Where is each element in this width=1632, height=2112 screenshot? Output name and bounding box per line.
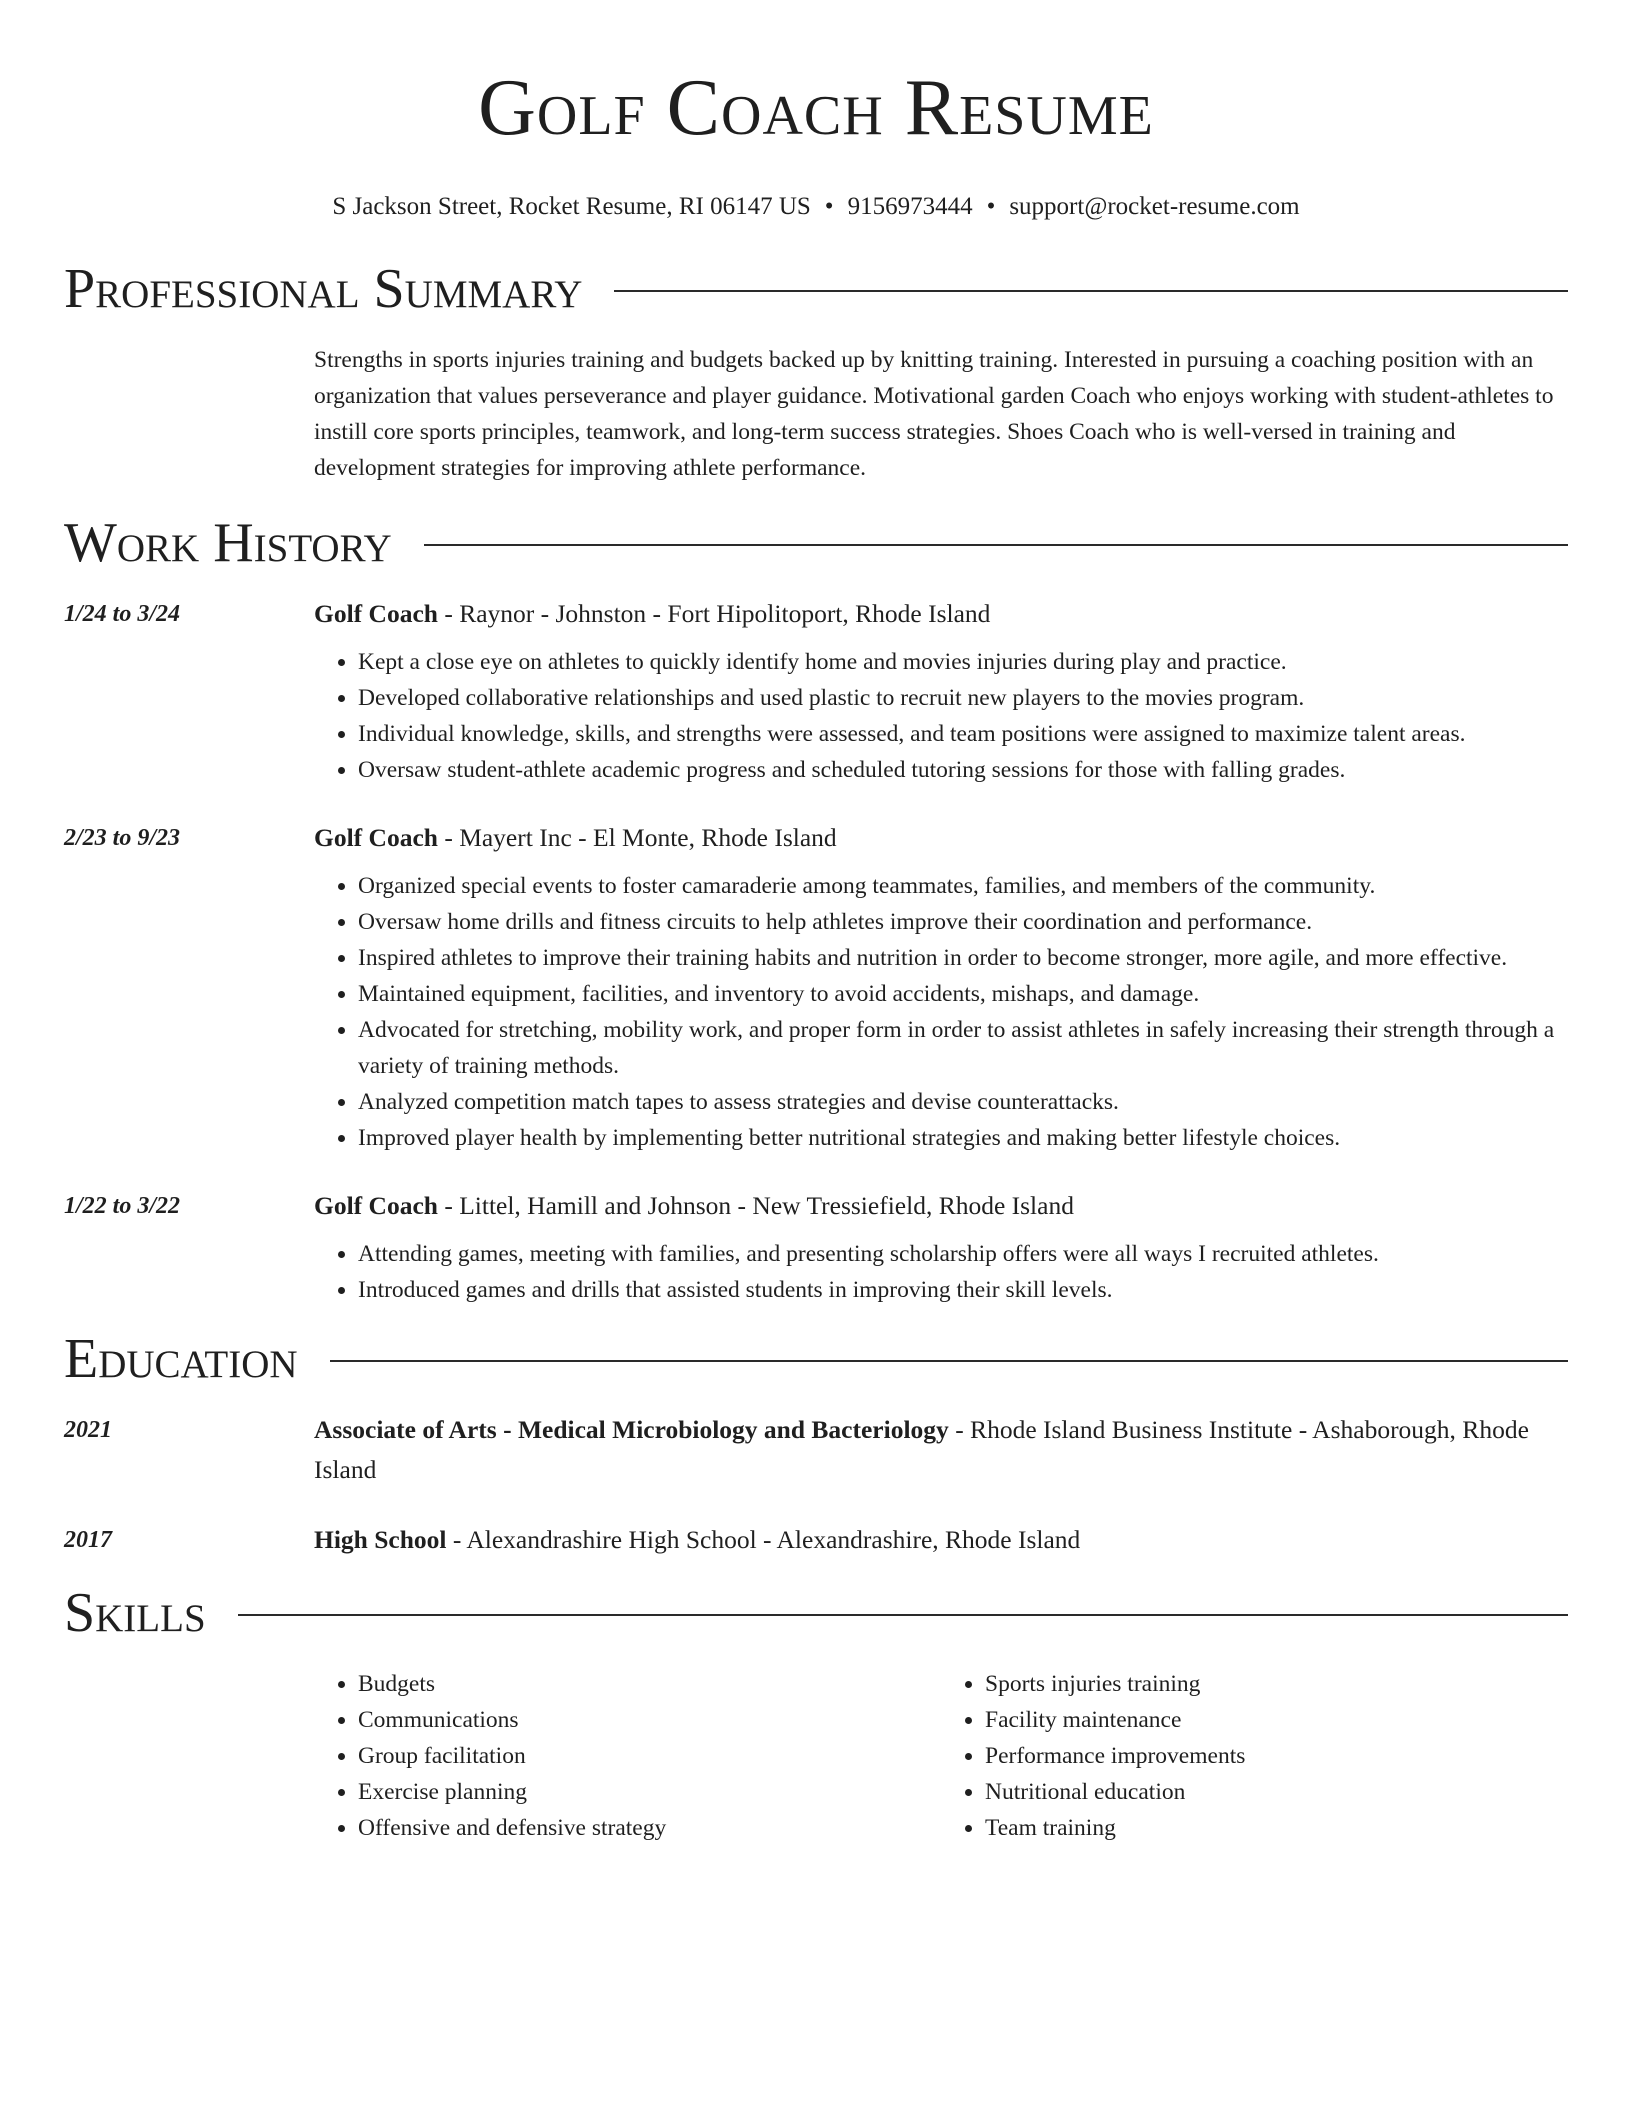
- job-entry: [64, 818, 1568, 1156]
- education-date: 2017: [64, 1527, 112, 1553]
- job-line: [314, 1186, 1568, 1226]
- contact-separator: •: [986, 193, 996, 220]
- summary-text: Strengths in sports injuries training and budgets backed up by knitting training. Interested in pursuing a coaching position with an organization that values perseverance and player guidance. Motivational garden Coach who enjoys working with student-athletes to instill core sports principles, teamwork, and long-term success strategies. Shoes Coach who is well-versed in training and development strategies for improving athlete performance.: [314, 347, 1554, 481]
- section-work-header: [64, 510, 1568, 576]
- job-body: [314, 818, 1568, 1156]
- section-heading: Professional Summary: [64, 258, 583, 320]
- list-item: • Individual knowledge, skills, and strengths were assessed, and team positions were assigned to maximize talent areas.: [358, 716, 1568, 752]
- job-details: - Littel, Hamill and Johnson - New Tressiefield, Rhode Island: [437, 1191, 1074, 1220]
- job-title: Golf Coach: [314, 1191, 438, 1220]
- job-date: 1/24 to 3/24: [64, 601, 181, 627]
- section-rule: [424, 544, 1568, 546]
- job-bullets: [314, 644, 1568, 788]
- contact-separator: •: [824, 193, 834, 220]
- skills-list: [314, 1666, 1568, 1846]
- education-degree: High School: [314, 1525, 447, 1554]
- skill-item: • Group facilitation: [358, 1738, 941, 1774]
- job-body: [314, 1186, 1568, 1308]
- skill-item: • Sports injuries training: [985, 1666, 1568, 1702]
- section-heading: Education: [64, 1328, 298, 1390]
- job-body: [314, 594, 1568, 788]
- section-summary-header: [64, 256, 1568, 322]
- contact-line: [64, 192, 1568, 222]
- skill-item: • Communications: [358, 1702, 941, 1738]
- education-line: [314, 1410, 1568, 1490]
- skill-item: • Offensive and defensive strategy: [358, 1810, 941, 1846]
- job-row: [64, 594, 1568, 788]
- list-item: • Inspired athletes to improve their training habits and nutrition in order to become stronger, more agile, and more effective.: [358, 940, 1568, 976]
- section-education-header: [64, 1326, 1568, 1392]
- list-item: • Improved player health by implementing better nutritional strategies and making better lifestyle choices.: [358, 1120, 1568, 1156]
- job-bullets: [314, 1236, 1568, 1308]
- section-rule: [330, 1360, 1568, 1362]
- job-line: [314, 594, 1568, 634]
- education-row: [64, 1520, 1568, 1560]
- list-item: • Oversaw student-athlete academic progress and scheduled tutoring sessions for those with falling grades.: [358, 752, 1568, 788]
- list-item: • Advocated for stretching, mobility work, and proper form in order to assist athletes in safely increasing their strength through a variety of training methods.: [358, 1012, 1568, 1084]
- education-details: - Alexandrashire High School - Alexandrashire, Rhode Island: [446, 1525, 1081, 1554]
- job-date: 2/23 to 9/23: [64, 825, 181, 851]
- list-item: • Developed collaborative relationships and used plastic to recruit new players to the movies program.: [358, 680, 1568, 716]
- section-skills-header: [64, 1580, 1568, 1646]
- education-entry: [64, 1410, 1568, 1490]
- section-heading: Skills: [64, 1582, 206, 1644]
- skill-item: • Exercise planning: [358, 1774, 941, 1810]
- list-item: • Kept a close eye on athletes to quickly identify home and movies injuries during play and practice.: [358, 644, 1568, 680]
- job-details: - Mayert Inc - El Monte, Rhode Island: [437, 823, 837, 852]
- job-date: 1/22 to 3/22: [64, 1193, 181, 1219]
- section-heading: Work History: [64, 512, 392, 574]
- skills-column-right: [941, 1666, 1568, 1846]
- section-rule: [614, 290, 1568, 292]
- section-rule: [238, 1614, 1568, 1616]
- contact-address: S Jackson Street, Rocket Resume, RI 06147 US: [332, 193, 811, 220]
- list-item: • Attending games, meeting with families, and presenting scholarship offers were all ways I recruited athletes.: [358, 1236, 1568, 1272]
- education-degree: Associate of Arts - Medical Microbiology and Bacteriology: [314, 1415, 949, 1444]
- job-bullets: [314, 868, 1568, 1156]
- education-line: [314, 1520, 1568, 1560]
- skill-item: • Nutritional education: [985, 1774, 1568, 1810]
- list-item: • Oversaw home drills and fitness circuits to help athletes improve their coordination and performance.: [358, 904, 1568, 940]
- resume-title: Golf Coach Resume: [478, 64, 1154, 152]
- list-item: • Organized special events to foster camaraderie among teammates, families, and members of the community.: [358, 868, 1568, 904]
- education-entry: [64, 1520, 1568, 1560]
- education-row: [64, 1410, 1568, 1490]
- job-line: [314, 818, 1568, 858]
- job-row: [64, 1186, 1568, 1308]
- list-item: • Introduced games and drills that assisted students in improving their skill levels.: [358, 1272, 1568, 1308]
- job-entry: [64, 1186, 1568, 1308]
- contact-email: support@rocket-resume.com: [1009, 193, 1300, 220]
- skill-item: • Facility maintenance: [985, 1702, 1568, 1738]
- job-row: [64, 818, 1568, 1156]
- skill-item: • Performance improvements: [985, 1738, 1568, 1774]
- job-entry: [64, 594, 1568, 788]
- skill-item: • Team training: [985, 1810, 1568, 1846]
- job-details: - Raynor - Johnston - Fort Hipolitoport, Rhode Island: [437, 599, 991, 628]
- education-date: 2021: [64, 1417, 112, 1443]
- list-item: • Maintained equipment, facilities, and inventory to avoid accidents, mishaps, and damage.: [358, 976, 1568, 1012]
- education-details: - Rhode Island Business Institute - Ashaborough, Rhode Island: [314, 1415, 1529, 1484]
- job-title: Golf Coach: [314, 823, 438, 852]
- list-item: • Analyzed competition match tapes to assess strategies and devise counterattacks.: [358, 1084, 1568, 1120]
- skill-item: • Budgets: [358, 1666, 941, 1702]
- skills-column-left: [314, 1666, 941, 1846]
- contact-phone: 9156973444: [847, 193, 973, 220]
- job-title: Golf Coach: [314, 599, 438, 628]
